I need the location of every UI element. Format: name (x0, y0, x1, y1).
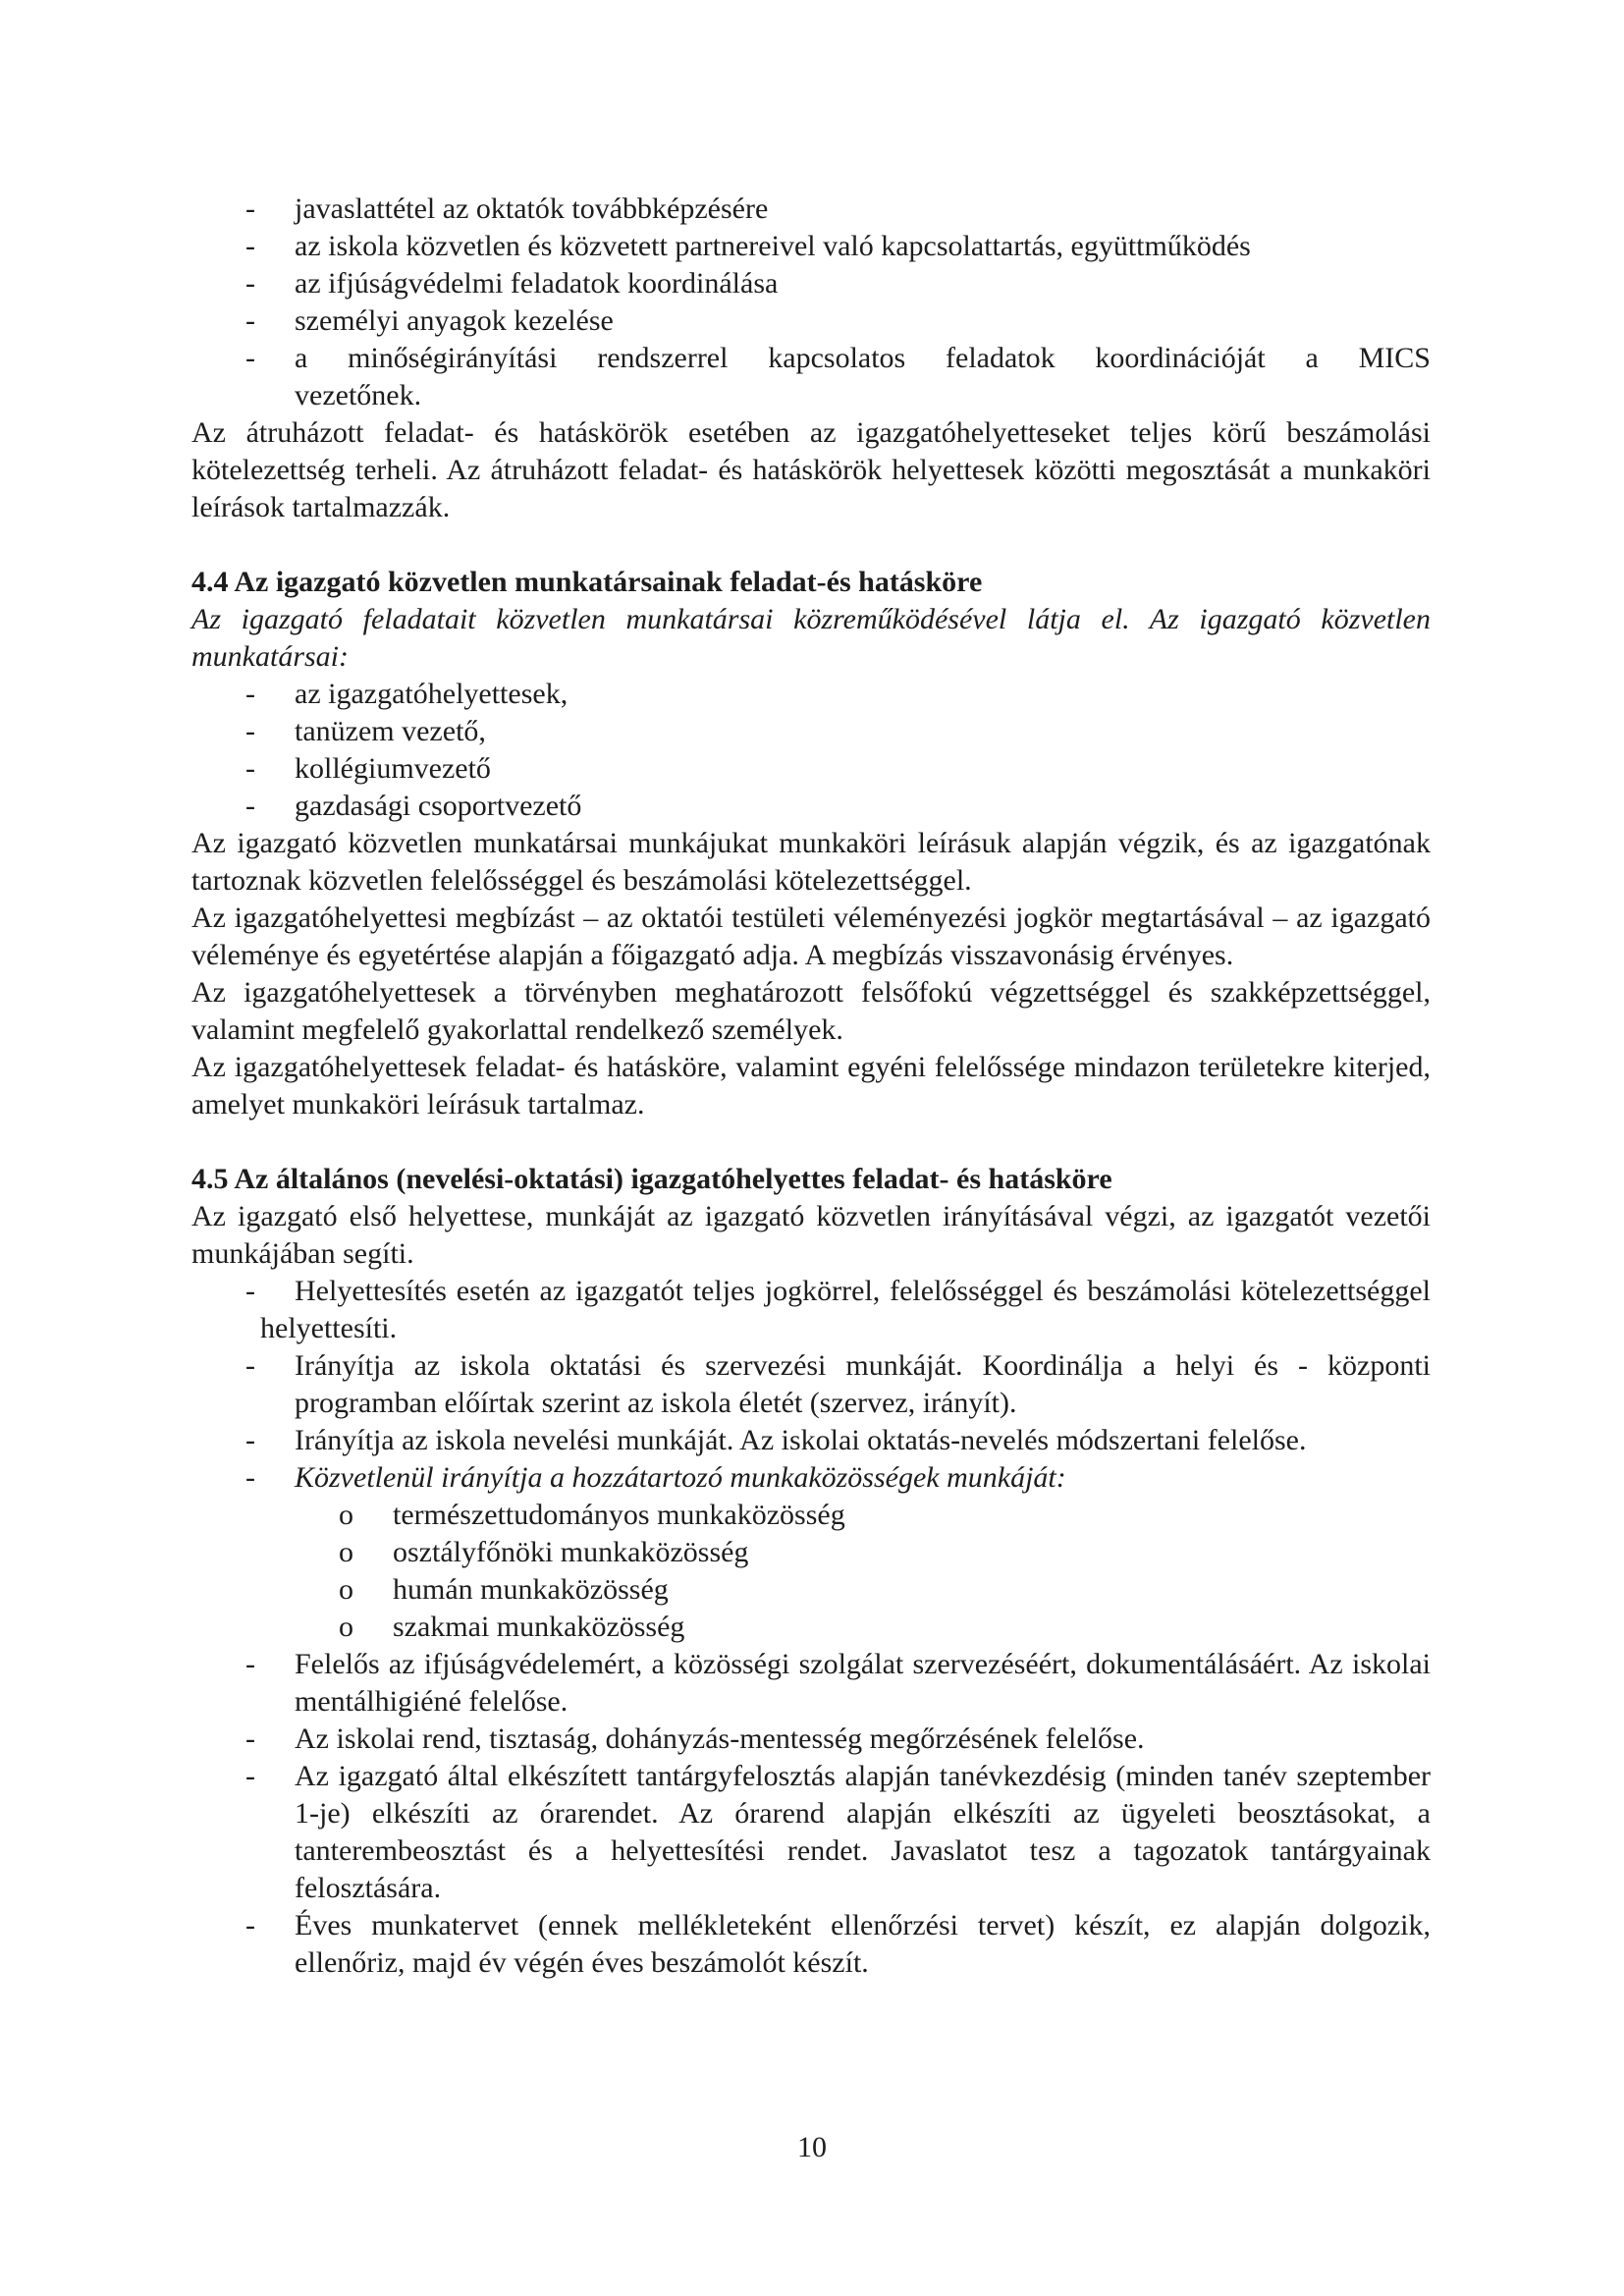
list-item-text: gazdasági csoportvezető (295, 790, 582, 822)
list-item-text: személyi anyagok kezelése (295, 304, 614, 337)
list-item-text: Az igazgató által elkészített tantárgyfelosztás alapján tanévkezdésig (minden tanév szeptember 1-je) elkészíti az órarendet. Az órarend alapján elkészíti az ügyeleti beosztásokat, a tanterembeosztást és a helyettesítési rendet. Javaslatot tesz a tagozatok tantárgyainak felosztására. (295, 1760, 1431, 1904)
sublist-item (295, 1571, 1431, 1609)
list-item (191, 1459, 1431, 1646)
dash-bullet: - (245, 678, 255, 710)
list-item (191, 788, 1431, 825)
list-item-text: a minőségirányítási rendszerrel kapcsolatos feladatok koordinációját a MICS (295, 342, 1431, 374)
dash-bullet: - (245, 790, 255, 822)
direct-colleagues-list (191, 676, 1431, 825)
dash-bullet: - (245, 1760, 255, 1792)
list-item-text: Irányítja az iskola nevelési munkáját. Az iskolai oktatás-nevelés módszertani felelőse. (295, 1424, 1307, 1456)
dash-bullet: - (245, 267, 255, 300)
general-deputy-duties-list (191, 1273, 1431, 1982)
document-content (191, 191, 1431, 1982)
list-item-text: Közvetlenül irányítja a hozzátartozó munkaközösségek munkáját: (295, 1461, 1066, 1494)
list-item (191, 340, 1431, 414)
page-number: 10 (797, 2131, 827, 2163)
section-heading-4-4: 4.4 Az igazgató közvetlen munkatársainak feladat-és hatásköre (191, 566, 983, 598)
sublist-item (295, 1609, 1431, 1646)
dash-bullet: - (245, 715, 255, 747)
paragraph-deputy-appointment: Az igazgatóhelyettesi megbízást – az oktatói testületi véleményezési jogkör megtartásával – az igazgató véleménye és egyetértése alapján a főigazgató adja. A megbízás visszavonásig érvényes. (191, 902, 1431, 971)
list-item (191, 1646, 1431, 1721)
dash-bullet: - (245, 1461, 255, 1494)
paragraph-delegated-duties: Az átruházott feladat- és hatáskörök esetében az igazgatóhelyetteseket teljes körű beszámolási kötelezettség terheli. Az átruházott feladat- és hatáskörök helyettesek közötti megosztását a munkaköri leírások tartalmazzák. (191, 416, 1431, 523)
dash-bullet: - (245, 1275, 255, 1307)
section-4-4-intro: Az igazgató feladatait közvetlen munkatársai közreműködésével látja el. Az igazgató közvetlen munkatársai: (191, 603, 1431, 673)
dash-bullet: - (245, 342, 255, 374)
list-item-text: Felelős az ifjúságvédelemért, a közösségi szolgálat szervezéséért, dokumentálásáért. Az iskolai mentálhigiéné felelőse. (295, 1648, 1431, 1718)
list-item (191, 1907, 1431, 1982)
dash-bullet: - (245, 752, 255, 785)
list-item (191, 265, 1431, 302)
circle-bullet: o (339, 1536, 353, 1568)
paragraph-deputy-qualifications: Az igazgatóhelyettesek a törvényben meghatározott felsőfokú végzettséggel és szakképzettséggel, valamint megfelelő gyakorlattal rendelkező személyek. (191, 976, 1431, 1046)
list-item (191, 302, 1431, 340)
dash-bullet: - (245, 192, 255, 225)
list-item (191, 191, 1431, 228)
sublist-item (295, 1497, 1431, 1534)
deputy-duties-list (191, 191, 1431, 414)
list-item (191, 1347, 1431, 1422)
list-item-text: vezetőnek. (295, 379, 422, 411)
list-item (191, 1758, 1431, 1907)
paragraph-deputy-scope: Az igazgatóhelyettesek feladat- és hatásköre, valamint egyéni felelőssége mindazon területekre kiterjed, amelyet munkaköri leírásuk tartalmaz. (191, 1051, 1431, 1121)
circle-bullet: o (339, 1573, 353, 1606)
list-item-text: javaslattétel az oktatók továbbképzésére (295, 192, 769, 225)
list-item-text: tanüzem vezető, (295, 715, 486, 747)
dash-bullet: - (245, 1648, 255, 1680)
list-item (191, 1273, 1431, 1347)
sublist-item-text: humán munkaközösség (393, 1573, 669, 1606)
list-item (191, 676, 1431, 713)
circle-bullet: o (339, 1499, 353, 1531)
list-item-text: Éves munkatervet (ennek mellékleteként ellenőrzési tervet) készít, ez alapján dolgozik, ellenőriz, majd év végén éves beszámolót készít. (295, 1909, 1431, 1979)
sublist-item-text: természettudományos munkaközösség (393, 1499, 845, 1531)
list-item (191, 228, 1431, 265)
list-item (191, 1422, 1431, 1459)
list-item-text: kollégiumvezető (295, 752, 491, 785)
dash-bullet: - (245, 1349, 255, 1382)
list-item (191, 713, 1431, 750)
list-item-text: az ifjúságvédelmi feladatok koordinálása (295, 267, 779, 300)
dash-bullet: - (245, 230, 255, 262)
list-item (191, 750, 1431, 788)
circle-bullet: o (339, 1611, 353, 1643)
dash-bullet: - (245, 1722, 255, 1755)
dash-bullet: - (245, 1909, 255, 1941)
dash-bullet: - (245, 304, 255, 337)
list-item-text: Irányítja az iskola oktatási és szervezési munkáját. Koordinálja a helyi és - központi programban előírtak szerint az iskola életét (szervez, irányít). (295, 1349, 1431, 1419)
section-heading-4-5: 4.5 Az általános (nevelési-oktatási) igazgatóhelyettes feladat- és hatásköre (191, 1163, 1112, 1195)
sublist-item-text: osztályfőnöki munkaközösség (393, 1536, 749, 1568)
list-item (191, 1721, 1431, 1758)
list-item-text: Helyettesítés esetén az igazgatót teljes jogkörrel, felelősséggel és beszámolási kötelezettséggel helyettesíti. (260, 1275, 1431, 1344)
paragraph-colleagues-responsibility: Az igazgató közvetlen munkatársai munkájukat munkaköri leírásuk alapján végzik, és az igazgatónak tartoznak közvetlen felelősséggel és beszámolási kötelezettséggel. (191, 827, 1431, 897)
section-4-5-intro: Az igazgató első helyettese, munkáját az igazgató közvetlen irányításával végzi, az igazgatót vezetői munkájában segíti. (191, 1200, 1431, 1270)
list-item-text: az igazgatóhelyettesek, (295, 678, 568, 710)
list-item-text: Az iskolai rend, tisztaság, dohányzás-mentesség megőrzésének felelőse. (295, 1722, 1145, 1755)
dash-bullet: - (245, 1424, 255, 1456)
sublist-item-text: szakmai munkaközösség (393, 1611, 685, 1643)
sublist-item (295, 1534, 1431, 1571)
workgroups-sublist (295, 1497, 1431, 1646)
list-item-text: az iskola közvetlen és közvetett partnereivel való kapcsolattartás, együttműködés (295, 230, 1251, 262)
